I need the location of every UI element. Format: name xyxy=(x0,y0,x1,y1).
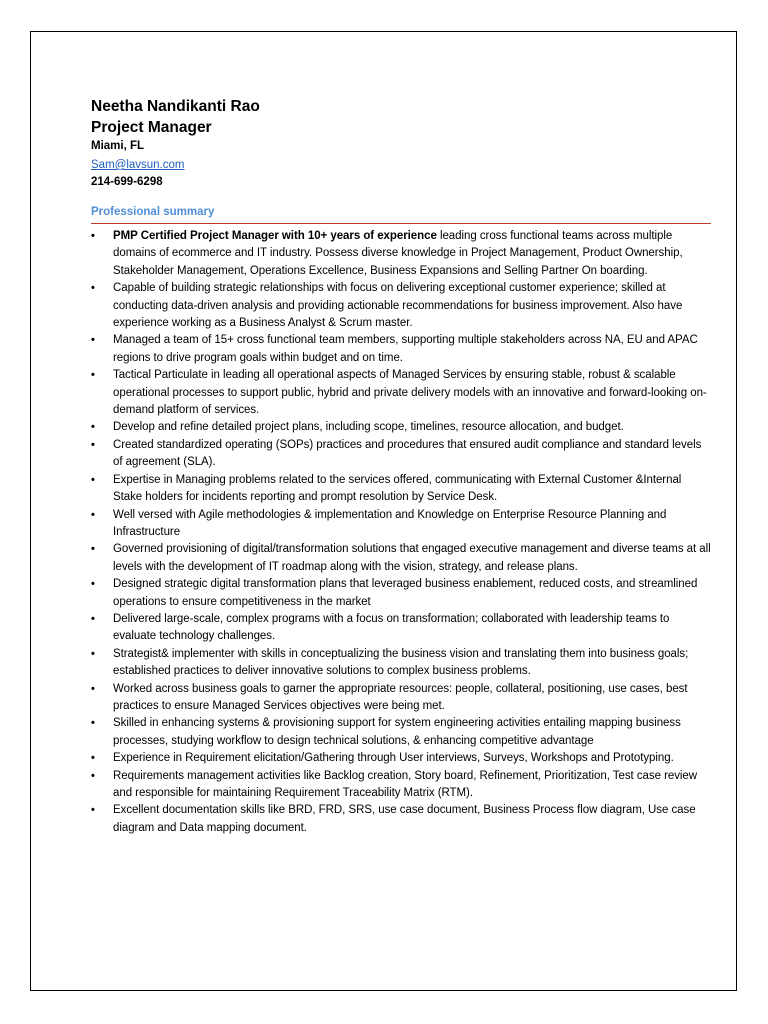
list-item xyxy=(91,332,711,367)
list-item xyxy=(91,611,711,646)
summary-list xyxy=(91,228,711,837)
section-heading-summary: Professional summary xyxy=(91,204,711,224)
bullet-icon: • xyxy=(91,543,95,556)
summary-text: leading cross functional teams across multiple domains of ecommerce and IT industry. Possess diverse knowledge in Project Management, Product Ownership, Stakeholder Management, Operations Excellence, Business Expansions and Selling Partner On boarding. xyxy=(113,230,683,277)
list-item xyxy=(91,419,711,436)
bullet-icon: • xyxy=(91,752,95,765)
bullet-icon: • xyxy=(91,282,95,295)
job-title: Project Manager xyxy=(91,119,212,136)
bullet-icon: • xyxy=(91,612,95,625)
list-item xyxy=(91,802,711,837)
phone-number: 214-699-6298 xyxy=(91,176,163,188)
summary-text: Governed provisioning of digital/transformation solutions that engaged executive management and diverse teams at all levels with the development of IT roadmap along with the vision, strategy, and release plans. xyxy=(113,543,711,573)
summary-text: Expertise in Managing problems related to the services offered, communicating with External Customer &Internal Stake holders for incidents reporting and prompt resolution by Service Desk. xyxy=(113,473,682,504)
summary-text: Capable of building strategic relationships with focus on delivering exceptional customer experience; skilled at conducting data-driven analysis and providing actionable recommendations for business improvement. Also have experience working as a Business Analyst & Scrum master. xyxy=(113,282,683,330)
summary-text: Strategist& implementer with skills in conceptualizing the business vision and translating them into business goals; established practices to deliver innovative solutions to complex business problems. xyxy=(113,647,689,678)
summary-text: Excellent documentation skills like BRD, FRD, SRS, use case document, Business Process flow diagram, Use case diagram and Data mapping document. xyxy=(113,804,696,834)
bullet-icon: • xyxy=(91,369,95,382)
summary-text: Delivered large-scale, complex programs with a focus on transformation; collaborated with leadership teams to evaluate technology challenges. xyxy=(113,612,670,643)
list-item xyxy=(91,576,711,611)
bullet-icon: • xyxy=(91,769,95,782)
summary-text: Requirements management activities like Backlog creation, Story board, Refinement, Prioritization, Test case review and responsible for maintaining Requirement Traceability Matrix (RTM). xyxy=(113,769,698,799)
list-item xyxy=(91,750,711,767)
bullet-icon: • xyxy=(91,508,95,521)
list-item xyxy=(91,768,711,803)
summary-text: Experience in Requirement elicitation/Gathering through User interviews, Surveys, Workshops and Prototyping. xyxy=(113,752,674,765)
bullet-icon: • xyxy=(91,682,95,695)
document-page xyxy=(30,31,737,991)
list-item xyxy=(91,507,711,542)
list-item xyxy=(91,472,711,507)
list-item xyxy=(91,280,711,332)
list-item xyxy=(91,437,711,472)
summary-text: Managed a team of 15+ cross functional team members, supporting multiple stakeholders across NA, EU and APAC regions to drive program goals within budget and on time. xyxy=(113,334,698,364)
summary-text: Well versed with Agile methodologies & implementation and Knowledge on Enterprise Resource Planning and Infrastructure xyxy=(113,508,667,538)
summary-text: Created standardized operating (SOPs) practices and procedures that ensured audit compliance and standard levels of agreement (SLA). xyxy=(113,438,702,469)
list-item xyxy=(91,367,711,419)
summary-text: Skilled in enhancing systems & provisioning support for system engineering activities entailing mapping business processes, studying workflow to design technical solutions, & enhancing competitive advantage xyxy=(113,717,681,747)
location: Miami, FL xyxy=(91,140,145,152)
bullet-icon: • xyxy=(91,473,95,486)
list-item xyxy=(91,541,711,576)
bullet-icon: • xyxy=(91,438,95,451)
candidate-name: Neetha Nandikanti Rao xyxy=(91,98,260,115)
list-item xyxy=(91,681,711,716)
list-item xyxy=(91,646,711,681)
list-item xyxy=(91,715,711,750)
summary-text: Worked across business goals to garner the appropriate resources: people, collateral, positioning, use cases, best practices to ensure Managed Services objectives were being met. xyxy=(113,682,688,712)
bullet-icon: • xyxy=(91,804,95,817)
resume-content xyxy=(91,96,711,837)
list-item xyxy=(91,228,711,280)
bullet-icon: • xyxy=(91,717,95,730)
bullet-icon: • xyxy=(91,230,95,242)
summary-text: Designed strategic digital transformation plans that leveraged business enablement, reduced costs, and streamlined operations to ensure competitiveness in the market xyxy=(113,578,698,608)
summary-text: Tactical Particulate in leading all operational aspects of Managed Services by ensuring stable, robust & scalable operational processes to support public, hybrid and private delivery models with an innovative and forward-looking on-demand platform of services. xyxy=(113,369,707,417)
email-link[interactable]: Sam@lavsun.com xyxy=(91,159,185,171)
bullet-icon: • xyxy=(91,421,95,434)
summary-highlight: PMP Certified Project Manager with 10+ years of experience xyxy=(113,230,437,242)
bullet-icon: • xyxy=(91,647,95,660)
summary-text: Develop and refine detailed project plans, including scope, timelines, resource allocation, and budget. xyxy=(113,421,624,434)
bullet-icon: • xyxy=(91,578,95,591)
bullet-icon: • xyxy=(91,334,95,347)
